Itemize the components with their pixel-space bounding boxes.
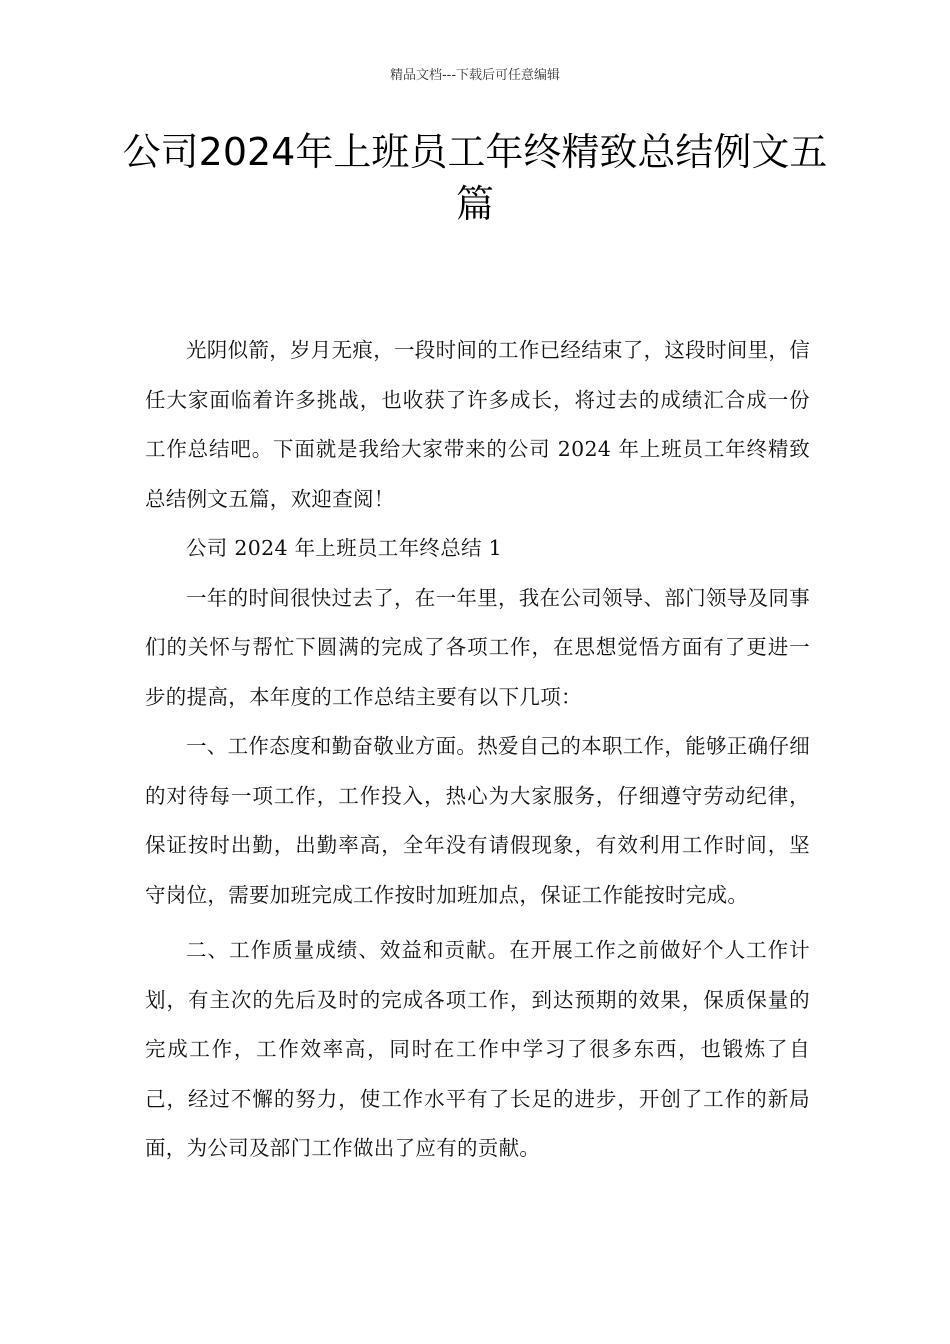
body-paragraph: 二、工作质量成绩、效益和贡献。在开展工作之前做好个人工作计划，有主次的先后及时的完成各项工作，到达预期的效果，保质保量的完成工作，工作效率高，同时在工作中学习了很多东西，也锻炼了自己，经过不懈的努力，使工作水平有了长足的进步，开创了工作的新局面，为公司及部门工作做出了应有的贡献。 [145,938,810,1160]
document-title: 公司2024年上班员工年终精致总结例文五篇 [122,130,828,226]
body-paragraph: 一、工作态度和勤奋敬业方面。热爱自己的本职工作，能够正确仔细的对待每一项工作，工作投入，热心为大家服务，仔细遵守劳动纪律，保证按时出勤，出勤率高，全年没有请假现象，有效利用工作时间，坚守岗位，需要加班完成工作按时加班加点，保证工作能按时完成。 [145,734,810,907]
body-paragraph: 一年的时间很快过去了，在一年里，我在公司领导、部门领导及同事们的关怀与帮忙下圆满的完成了各项工作，在思想觉悟方面有了更进一步的提高，本年度的工作总结主要有以下几项： [145,585,810,709]
section-heading: 公司 2024 年上班员工年终总结 1 [186,536,502,560]
document-body [145,326,810,1174]
intro-paragraph: 光阴似箭，岁月无痕，一段时间的工作已经结束了，这段时间里，信任大家面临着许多挑战，也收获了许多成长，将过去的成绩汇合成一份工作总结吧。下面就是我给大家带来的公司 2024 年上班员工年终精致总结例文五篇，欢迎查阅！ [145,338,810,511]
header-note: 精品文档---下载后可任意编辑 [389,68,561,83]
